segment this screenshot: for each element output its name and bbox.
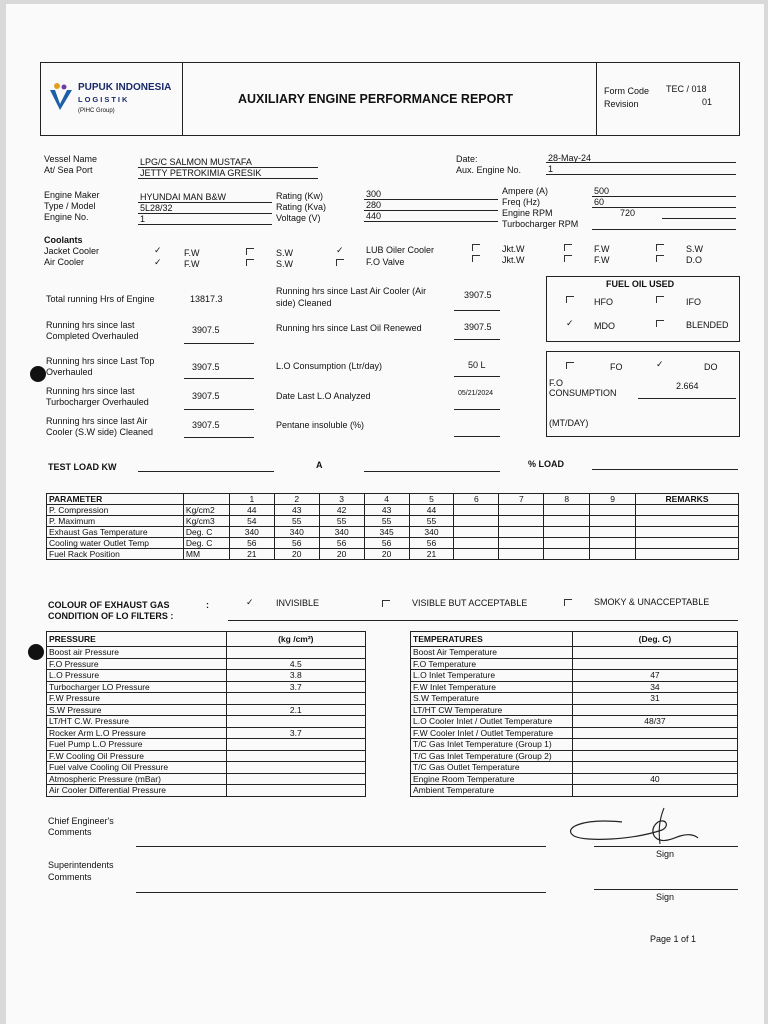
date-value: 28-May-24 bbox=[548, 153, 592, 163]
pressure-name: F.W Pressure bbox=[47, 693, 227, 705]
punch-hole bbox=[28, 644, 44, 660]
param-unit: Kg/cm2 bbox=[183, 505, 229, 516]
cell bbox=[499, 516, 544, 527]
engine-no-label: Engine No. bbox=[44, 212, 89, 222]
fo-consumption: 2.664 bbox=[676, 381, 699, 391]
pressure-name: Turbocharger LO Pressure bbox=[47, 681, 227, 693]
last-top-label-2: Overhauled bbox=[46, 367, 93, 377]
air-sw-label: S.W bbox=[276, 259, 293, 269]
last-completed: 3907.5 bbox=[192, 325, 220, 335]
cell bbox=[499, 505, 544, 516]
super-comments-label-1: Superintendents bbox=[48, 860, 114, 870]
pressure-value bbox=[226, 693, 365, 705]
table-row bbox=[47, 762, 366, 774]
cell bbox=[544, 516, 590, 527]
temp-name: Ambient Temperature bbox=[411, 785, 573, 797]
lo-consumption-label: L.O Consumption (Ltr/day) bbox=[276, 361, 383, 371]
rating-kw-label: Rating (Kw) bbox=[276, 191, 324, 201]
cyl-6-header: 6 bbox=[454, 494, 499, 505]
cell: 21 bbox=[409, 549, 454, 560]
temp-name: Boost Air Temperature bbox=[411, 647, 573, 659]
test-load-pct-label: % LOAD bbox=[528, 459, 564, 469]
table-row bbox=[47, 516, 739, 527]
fo-valve-label: F.O Valve bbox=[366, 257, 405, 267]
cell bbox=[590, 549, 636, 560]
param-name: Cooling water Outlet Temp bbox=[47, 538, 184, 549]
pressure-name: LT/HT C.W. Pressure bbox=[47, 716, 227, 728]
jacket-sw-label: S.W bbox=[276, 248, 293, 258]
sw-checkbox-right[interactable] bbox=[656, 244, 664, 251]
blended-checkbox[interactable] bbox=[656, 320, 664, 327]
table-row bbox=[47, 505, 739, 516]
temp-value bbox=[572, 647, 737, 659]
cell: 340 bbox=[409, 527, 454, 538]
ampere-label: Ampere (A) bbox=[502, 186, 549, 196]
last-air-label-2: Cooler (S.W side) Cleaned bbox=[46, 427, 154, 437]
cell: 56 bbox=[364, 538, 409, 549]
fuel-oil-title: FUEL OIL USED bbox=[606, 279, 675, 289]
smoky-label: SMOKY & UNACCEPTABLE bbox=[594, 597, 710, 607]
aux-engine-value: 1 bbox=[548, 164, 554, 174]
pressure-table bbox=[46, 631, 366, 797]
table-row bbox=[411, 647, 738, 659]
cell: 21 bbox=[229, 549, 274, 560]
cell bbox=[454, 527, 499, 538]
remarks-cell bbox=[636, 516, 739, 527]
temp-name: LT/HT CW Temperature bbox=[411, 704, 573, 716]
temp-value bbox=[572, 762, 737, 774]
revision-label: Revision bbox=[604, 99, 639, 109]
jktw-checkbox-2[interactable] bbox=[472, 255, 480, 262]
table-row bbox=[47, 704, 366, 716]
table-row bbox=[411, 704, 738, 716]
super-comments-label-2: Comments bbox=[48, 872, 92, 882]
cell: 54 bbox=[229, 516, 274, 527]
jktw-label-2: Jkt.W bbox=[502, 255, 525, 265]
fo-consumption-unit: (MT/DAY) bbox=[549, 418, 589, 428]
cell: 55 bbox=[319, 516, 364, 527]
revision: 01 bbox=[702, 97, 713, 107]
table-row bbox=[47, 750, 366, 762]
table-row bbox=[47, 538, 739, 549]
do-checkbox-right[interactable] bbox=[656, 255, 664, 262]
vessel-name: LPG/C SALMON MUSTAFA bbox=[140, 157, 252, 167]
last-air-label-1: Running hrs since last Air bbox=[46, 416, 148, 426]
cell bbox=[454, 538, 499, 549]
cell: 55 bbox=[274, 516, 319, 527]
pressure-name: Boost air Pressure bbox=[47, 647, 227, 659]
rpm-label: Engine RPM bbox=[502, 208, 553, 218]
report-sheet bbox=[6, 4, 764, 1024]
remarks-cell bbox=[636, 505, 739, 516]
temp-name: S.W Temperature bbox=[411, 693, 573, 705]
lo-filters-label: CONDITION OF LO FILTERS : bbox=[48, 611, 174, 621]
lo-consumption: 50 L bbox=[468, 360, 486, 370]
table-row bbox=[47, 739, 366, 751]
jktw-checkbox-1[interactable] bbox=[472, 244, 480, 251]
jacket-cooler-label: Jacket Cooler bbox=[44, 246, 100, 256]
cell bbox=[454, 516, 499, 527]
pressure-name: F.W Cooling Oil Pressure bbox=[47, 750, 227, 762]
cell bbox=[544, 505, 590, 516]
cell: 56 bbox=[229, 538, 274, 549]
cell bbox=[454, 549, 499, 560]
chief-comments-label-2: Comments bbox=[48, 827, 92, 837]
table-row bbox=[411, 716, 738, 728]
punch-hole bbox=[30, 366, 46, 382]
exhaust-colon: : bbox=[206, 600, 209, 610]
pressure-value bbox=[226, 647, 365, 659]
super-sign-label: Sign bbox=[656, 892, 675, 902]
visible-checkbox[interactable] bbox=[382, 600, 390, 607]
oil-renewed: 3907.5 bbox=[464, 322, 492, 332]
chief-comments-label-1: Chief Engineer's bbox=[48, 816, 114, 826]
parameter-table bbox=[46, 493, 739, 560]
pressure-value bbox=[226, 716, 365, 728]
test-load-a-label: A bbox=[316, 460, 323, 470]
pressure-name: Rocker Arm L.O Pressure bbox=[47, 727, 227, 739]
cell bbox=[544, 549, 590, 560]
voltage-label: Voltage (V) bbox=[276, 213, 321, 223]
super-sign-line bbox=[594, 889, 738, 890]
cell bbox=[544, 527, 590, 538]
table-row bbox=[47, 670, 366, 682]
hfo-checkbox[interactable] bbox=[566, 296, 574, 303]
cell bbox=[590, 527, 636, 538]
lub-oiler-label: LUB Oiler Cooler bbox=[366, 245, 435, 255]
cell bbox=[544, 538, 590, 549]
date-label: Date: bbox=[456, 154, 478, 164]
cell bbox=[454, 505, 499, 516]
fw-label-1: F.W bbox=[594, 244, 610, 254]
temp-name: Engine Room Temperature bbox=[411, 773, 573, 785]
pressure-value bbox=[226, 762, 365, 774]
rating-kw: 300 bbox=[366, 189, 382, 199]
do-checkbox[interactable]: ✓ bbox=[656, 359, 664, 369]
cyl-1-header: 1 bbox=[229, 494, 274, 505]
lo-analyzed-label: Date Last L.O Analyzed bbox=[276, 391, 371, 401]
chief-sign-line bbox=[594, 846, 738, 847]
air-fw-checkbox[interactable]: ✓ bbox=[154, 257, 162, 267]
cell: 340 bbox=[274, 527, 319, 538]
page-number: Page 1 of 1 bbox=[650, 934, 697, 944]
remarks-cell bbox=[636, 527, 739, 538]
pressure-name: Fuel Pump L.O Pressure bbox=[47, 739, 227, 751]
cell: 55 bbox=[364, 516, 409, 527]
remarks-header: REMARKS bbox=[636, 494, 739, 505]
temperature-unit: (Deg. C) bbox=[572, 632, 737, 647]
param-unit: Kg/cm3 bbox=[183, 516, 229, 527]
temp-name: L.O Cooler Inlet / Outlet Temperature bbox=[411, 716, 573, 728]
unit-header bbox=[183, 494, 229, 505]
test-load-kw-label: TEST LOAD KW bbox=[48, 462, 117, 472]
pressure-value: 3.7 bbox=[226, 681, 365, 693]
pressure-value bbox=[226, 785, 365, 797]
fo-valve-checkbox[interactable] bbox=[336, 259, 344, 266]
table-row bbox=[47, 647, 366, 659]
last-turbo-label-2: Turbocharger Overhauled bbox=[46, 397, 149, 407]
cyl-2-header: 2 bbox=[274, 494, 319, 505]
invisible-checkbox[interactable]: ✓ bbox=[246, 597, 254, 607]
temp-value bbox=[572, 750, 737, 762]
cyl-8-header: 8 bbox=[544, 494, 590, 505]
jktw-label-1: Jkt.W bbox=[502, 244, 525, 254]
temp-value bbox=[572, 704, 737, 716]
cell: 345 bbox=[364, 527, 409, 538]
mdo-label: MDO bbox=[594, 321, 615, 331]
at-sea-port: JETTY PETROKIMIA GRESIK bbox=[140, 168, 262, 178]
voltage: 440 bbox=[366, 211, 382, 221]
fw-checkbox-1[interactable] bbox=[564, 244, 572, 251]
pressure-value bbox=[226, 739, 365, 751]
aux-engine-label: Aux. Engine No. bbox=[456, 165, 522, 175]
temp-name: F.O Temperature bbox=[411, 658, 573, 670]
rating-kva: 280 bbox=[366, 200, 382, 210]
company-logo bbox=[48, 82, 74, 112]
cyl-7-header: 7 bbox=[499, 494, 544, 505]
last-top: 3907.5 bbox=[192, 362, 220, 372]
ifo-checkbox[interactable] bbox=[656, 296, 664, 303]
cell: 340 bbox=[229, 527, 274, 538]
fw-label-2: F.W bbox=[594, 255, 610, 265]
pressure-name: S.W Pressure bbox=[47, 704, 227, 716]
param-name: P. Compression bbox=[47, 505, 184, 516]
temp-name: T/C Gas Outlet Temperature bbox=[411, 762, 573, 774]
pressure-value bbox=[226, 750, 365, 762]
sw-label-right: S.W bbox=[686, 244, 703, 254]
lo-analyzed: 05/21/2024 bbox=[458, 390, 494, 397]
param-name: Exhaust Gas Temperature bbox=[47, 527, 184, 538]
pressure-header-row bbox=[47, 632, 366, 647]
pressure-name: Air Cooler Differential Pressure bbox=[47, 785, 227, 797]
pressure-value: 4.5 bbox=[226, 658, 365, 670]
temp-name: F.W Inlet Temperature bbox=[411, 681, 573, 693]
pentane-label: Pentane insoluble (%) bbox=[276, 420, 365, 430]
temp-value: 34 bbox=[572, 681, 737, 693]
engine-maker-label: Engine Maker bbox=[44, 190, 100, 200]
param-unit: Deg. C bbox=[183, 538, 229, 549]
do-label-right: D.O bbox=[686, 255, 703, 265]
cell: 44 bbox=[409, 505, 454, 516]
remarks-cell bbox=[636, 538, 739, 549]
cell: 20 bbox=[319, 549, 364, 560]
cell bbox=[499, 549, 544, 560]
type-model: 5L28/32 bbox=[140, 203, 173, 213]
temp-name: T/C Gas Inlet Temperature (Group 2) bbox=[411, 750, 573, 762]
jacket-fw-checkbox[interactable]: ✓ bbox=[154, 245, 162, 255]
engine-maker: HYUNDAI MAN B&W bbox=[140, 192, 227, 202]
freq-label: Freq (Hz) bbox=[502, 197, 540, 207]
temp-value bbox=[572, 727, 737, 739]
cell: 55 bbox=[409, 516, 454, 527]
report-title: AUXILIARY ENGINE PERFORMANCE REPORT bbox=[238, 92, 514, 106]
temperature-header: TEMPERATURES bbox=[411, 632, 573, 647]
temp-value: 31 bbox=[572, 693, 737, 705]
fo-checkbox[interactable] bbox=[566, 362, 574, 369]
exhaust-colour-label: COLOUR OF EXHAUST GAS bbox=[48, 600, 170, 610]
lub-oiler-checkbox[interactable]: ✓ bbox=[336, 245, 344, 255]
do-label: DO bbox=[704, 362, 718, 372]
pressure-name: Fuel valve Cooling Oil Pressure bbox=[47, 762, 227, 774]
pressure-value bbox=[226, 773, 365, 785]
temperature-table bbox=[410, 631, 738, 797]
fo-label: FO bbox=[610, 362, 623, 372]
engine-no: 1 bbox=[140, 214, 146, 224]
invisible-label: INVISIBLE bbox=[276, 598, 320, 608]
company-division: LOGISTIK bbox=[78, 95, 130, 104]
temp-value bbox=[572, 658, 737, 670]
pressure-name: L.O Pressure bbox=[47, 670, 227, 682]
at-sea-port-label: At/ Sea Port bbox=[44, 165, 93, 175]
table-row bbox=[47, 693, 366, 705]
total-hrs: 13817.3 bbox=[190, 294, 223, 304]
air-cooler-label: Air Cooler bbox=[44, 257, 85, 267]
fo-consumption-label-2: CONSUMPTION bbox=[549, 388, 617, 398]
ifo-label: IFO bbox=[686, 297, 701, 307]
table-row bbox=[411, 785, 738, 797]
fo-consumption-label-1: F.O bbox=[549, 378, 564, 388]
temp-value bbox=[572, 739, 737, 751]
cyl-4-header: 4 bbox=[364, 494, 409, 505]
last-turbo: 3907.5 bbox=[192, 391, 220, 401]
last-turbo-label-1: Running hrs since last bbox=[46, 386, 135, 396]
last-air: 3907.5 bbox=[192, 420, 220, 430]
air-fw: 3907.5 bbox=[464, 290, 492, 300]
cell: 56 bbox=[319, 538, 364, 549]
pressure-unit: (kg /cm²) bbox=[226, 632, 365, 647]
air-sw-checkbox[interactable] bbox=[246, 259, 254, 266]
cell bbox=[590, 538, 636, 549]
param-name: P. Maximum bbox=[47, 516, 184, 527]
cyl-3-header: 3 bbox=[319, 494, 364, 505]
pressure-header: PRESSURE bbox=[47, 632, 227, 647]
pressure-value: 3.8 bbox=[226, 670, 365, 682]
chief-sign-label: Sign bbox=[656, 849, 675, 859]
param-name: Fuel Rack Position bbox=[47, 549, 184, 560]
rating-kva-label: Rating (Kva) bbox=[276, 202, 327, 212]
temp-name: L.O Inlet Temperature bbox=[411, 670, 573, 682]
table-row bbox=[411, 739, 738, 751]
jacket-sw-checkbox[interactable] bbox=[246, 248, 254, 255]
form-code-label: Form Code bbox=[604, 86, 650, 96]
table-row bbox=[411, 727, 738, 739]
freq: 60 bbox=[594, 197, 605, 207]
company-group: (PIHC Group) bbox=[78, 108, 115, 114]
smoky-checkbox[interactable] bbox=[564, 599, 572, 606]
cell: 20 bbox=[274, 549, 319, 560]
coolants-title: Coolants bbox=[44, 235, 83, 245]
table-row bbox=[411, 762, 738, 774]
temperature-header-row bbox=[411, 632, 738, 647]
table-row bbox=[411, 658, 738, 670]
cell: 42 bbox=[319, 505, 364, 516]
company-name: PUPUK INDONESIA bbox=[78, 82, 172, 93]
vessel-name-label: Vessel Name bbox=[44, 154, 98, 164]
temp-name: T/C Gas Inlet Temperature (Group 1) bbox=[411, 739, 573, 751]
temp-value: 40 bbox=[572, 773, 737, 785]
type-model-label: Type / Model bbox=[44, 201, 96, 211]
cell: 56 bbox=[274, 538, 319, 549]
temp-value bbox=[572, 785, 737, 797]
parameter-header-row bbox=[47, 494, 739, 505]
temp-name: F.W Cooler Inlet / Outlet Temperature bbox=[411, 727, 573, 739]
table-row bbox=[47, 727, 366, 739]
pressure-value: 2.1 bbox=[226, 704, 365, 716]
table-row bbox=[411, 670, 738, 682]
table-row bbox=[47, 658, 366, 670]
cyl-5-header: 5 bbox=[409, 494, 454, 505]
table-row bbox=[411, 750, 738, 762]
table-row bbox=[47, 549, 739, 560]
air-fw-label-2: side) Cleaned bbox=[276, 298, 332, 308]
param-header: PARAMETER bbox=[47, 494, 184, 505]
table-row bbox=[47, 716, 366, 728]
chief-signature bbox=[562, 804, 702, 848]
table-row bbox=[47, 681, 366, 693]
oil-renewed-label: Running hrs since Last Oil Renewed bbox=[276, 323, 422, 333]
turbo-rpm-label: Turbocharger RPM bbox=[502, 219, 579, 229]
table-row bbox=[47, 785, 366, 797]
param-unit: MM bbox=[183, 549, 229, 560]
cell bbox=[590, 516, 636, 527]
cell: 43 bbox=[274, 505, 319, 516]
remarks-cell bbox=[636, 549, 739, 560]
cyl-9-header: 9 bbox=[590, 494, 636, 505]
pressure-value: 3.7 bbox=[226, 727, 365, 739]
cell: 20 bbox=[364, 549, 409, 560]
cell: 56 bbox=[409, 538, 454, 549]
jacket-fw-label: F.W bbox=[184, 248, 200, 258]
temp-value: 47 bbox=[572, 670, 737, 682]
hfo-label: HFO bbox=[594, 297, 613, 307]
form-code: TEC / 018 bbox=[666, 84, 707, 94]
visible-label: VISIBLE BUT ACCEPTABLE bbox=[412, 598, 528, 608]
param-unit: Deg. C bbox=[183, 527, 229, 538]
table-row bbox=[47, 527, 739, 538]
cell: 43 bbox=[364, 505, 409, 516]
table-row bbox=[411, 681, 738, 693]
cell: 340 bbox=[319, 527, 364, 538]
cell bbox=[590, 505, 636, 516]
fw-checkbox-2[interactable] bbox=[564, 255, 572, 262]
last-top-label-1: Running hrs since Last Top bbox=[46, 356, 155, 366]
total-hrs-label: Total running Hrs of Engine bbox=[46, 294, 155, 304]
air-fw-label: F.W bbox=[184, 259, 200, 269]
pressure-name: F.O Pressure bbox=[47, 658, 227, 670]
rpm: 720 bbox=[620, 208, 636, 218]
last-completed-label-2: Completed Overhauled bbox=[46, 331, 139, 341]
pressure-name: Atmospheric Pressure (mBar) bbox=[47, 773, 227, 785]
cell bbox=[499, 527, 544, 538]
table-row bbox=[411, 693, 738, 705]
table-row bbox=[411, 773, 738, 785]
blended-label: BLENDED bbox=[686, 320, 729, 330]
table-row bbox=[47, 773, 366, 785]
cell bbox=[499, 538, 544, 549]
air-fw-label-1: Running hrs since Last Air Cooler (Air bbox=[276, 286, 427, 296]
temp-value: 48/37 bbox=[572, 716, 737, 728]
mdo-checkbox[interactable]: ✓ bbox=[566, 318, 574, 328]
last-completed-label-1: Running hrs since last bbox=[46, 320, 135, 330]
ampere: 500 bbox=[594, 186, 610, 196]
cell: 44 bbox=[229, 505, 274, 516]
